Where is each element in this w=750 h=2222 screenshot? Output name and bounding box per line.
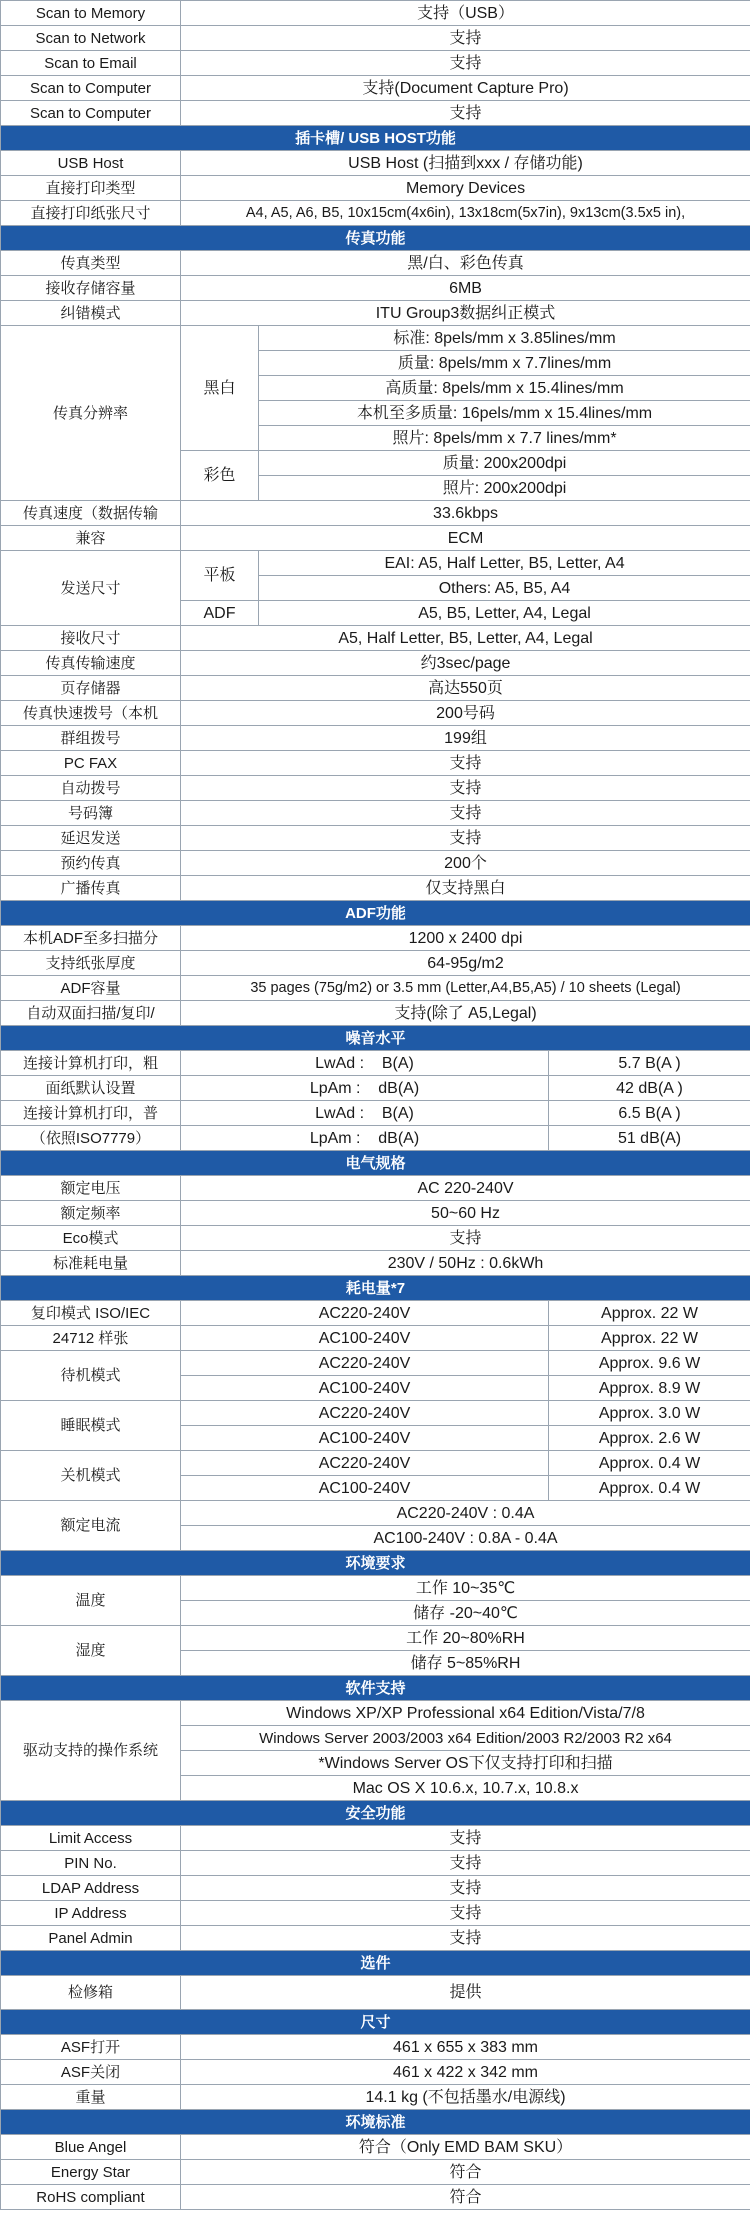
table-row: [1, 1901, 750, 1926]
table-row: [1, 1326, 750, 1351]
power-voltage: AC100-240V: [181, 1476, 549, 1501]
spec-label: 重量: [1, 2085, 181, 2110]
spec-value: 14.1 kg (不包括墨水/电源线): [181, 2085, 750, 2110]
section-header-options: 选件: [1, 1951, 750, 1976]
spec-value: ECM: [181, 526, 750, 551]
noise-group-label: 连接计算机打印，粗: [1, 1051, 181, 1076]
spec-value: 支持: [181, 776, 750, 801]
spec-label: Scan to Email: [1, 51, 181, 76]
table-row: [1, 1226, 750, 1251]
spec-value: EAI: A5, Half Letter, B5, Letter, A4: [259, 551, 750, 576]
section-header-software: 软件支持: [1, 1676, 750, 1701]
section-header-dimensions: 尺寸: [1, 2010, 750, 2035]
spec-value: AC220-240V : 0.4A: [181, 1501, 750, 1526]
fax-flatbed-label: 平板: [181, 551, 259, 601]
software-os-label: 驱动支持的操作系统: [1, 1701, 181, 1801]
spec-label: 额定电压: [1, 1176, 181, 1201]
table-row: [1, 276, 750, 301]
spec-value: 支持: [181, 826, 750, 851]
spec-value: 符合（Only EMD BAM SKU）: [181, 2135, 750, 2160]
table-row: [1, 951, 750, 976]
spec-value: 支持: [181, 1226, 750, 1251]
noise-metric: LpAm : dB(A): [181, 1076, 549, 1101]
env-temp-label: 温度: [1, 1576, 181, 1626]
spec-value: 工作 10~35℃: [181, 1576, 750, 1601]
section-header-adf: ADF功能: [1, 901, 750, 926]
spec-value: 支持: [181, 51, 750, 76]
noise-metric: LpAm : dB(A): [181, 1126, 549, 1151]
spec-value: 支持: [181, 1901, 750, 1926]
table-row: [1, 1001, 750, 1026]
spec-value: *Windows Server OS下仅支持打印和扫描: [181, 1751, 750, 1776]
spec-value: ITU Group3数据纠正模式: [181, 301, 750, 326]
noise-group-label: 面纸默认设置: [1, 1076, 181, 1101]
table-row: [1, 101, 750, 126]
table-row: [1, 1926, 750, 1951]
table-row: [1, 2160, 750, 2185]
table-row: [1, 701, 750, 726]
spec-label: Panel Admin: [1, 1926, 181, 1951]
spec-label: 接收尺寸: [1, 626, 181, 651]
fax-mono-label: 黑白: [181, 326, 259, 451]
spec-label: 检修箱: [1, 1976, 181, 2010]
spec-value: 1200 x 2400 dpi: [181, 926, 750, 951]
spec-label: Eco模式: [1, 1226, 181, 1251]
power-voltage: AC220-240V: [181, 1351, 549, 1376]
spec-label: 直接打印纸张尺寸: [1, 201, 181, 226]
table-row: [1, 1101, 750, 1126]
spec-value: 标准: 8pels/mm x 3.85lines/mm: [259, 326, 750, 351]
spec-label: USB Host: [1, 151, 181, 176]
power-voltage: AC220-240V: [181, 1451, 549, 1476]
spec-value: 提供: [181, 1976, 750, 2010]
spec-value: 支持: [181, 801, 750, 826]
spec-label: Energy Star: [1, 2160, 181, 2185]
noise-value: 5.7 B(A ): [549, 1051, 750, 1076]
power-watts: Approx. 9.6 W: [549, 1351, 750, 1376]
spec-value: 461 x 655 x 383 mm: [181, 2035, 750, 2060]
table-row: [1, 1401, 750, 1426]
spec-value: Windows XP/XP Professional x64 Edition/Vista/7/8: [181, 1701, 750, 1726]
spec-label: 自动双面扫描/复印/: [1, 1001, 181, 1026]
spec-value: 支持: [181, 1851, 750, 1876]
power-voltage: AC100-240V: [181, 1426, 549, 1451]
power-watts: Approx. 3.0 W: [549, 1401, 750, 1426]
spec-value: 黑/白、彩色传真: [181, 251, 750, 276]
table-row: [1, 751, 750, 776]
spec-value: 64-95g/m2: [181, 951, 750, 976]
spec-label: Limit Access: [1, 1826, 181, 1851]
spec-label: RoHS compliant: [1, 2185, 181, 2210]
table-row: [1, 2135, 750, 2160]
fax-color-label: 彩色: [181, 451, 259, 501]
spec-value: 储存 -20~40℃: [181, 1601, 750, 1626]
spec-label: 预约传真: [1, 851, 181, 876]
table-row: [1, 301, 750, 326]
table-row: [1, 801, 750, 826]
power-voltage: AC100-240V: [181, 1376, 549, 1401]
table-row: [1, 326, 750, 351]
spec-label: 兼容: [1, 526, 181, 551]
spec-value: 质量: 200x200dpi: [259, 451, 750, 476]
table-row: [1, 76, 750, 101]
spec-value: 本机至多质量: 16pels/mm x 15.4lines/mm: [259, 401, 750, 426]
noise-metric: LwAd : B(A): [181, 1051, 549, 1076]
spec-value: AC100-240V : 0.8A - 0.4A: [181, 1526, 750, 1551]
spec-label: Blue Angel: [1, 2135, 181, 2160]
table-row: [1, 1976, 750, 2010]
spec-label: 本机ADF至多扫描分: [1, 926, 181, 951]
table-row: [1, 1826, 750, 1851]
table-row: [1, 1501, 750, 1526]
spec-value: 支持(Document Capture Pro): [181, 76, 750, 101]
power-off-label: 关机模式: [1, 1451, 181, 1501]
table-row: [1, 1701, 750, 1726]
table-row: [1, 1626, 750, 1651]
table-row: [1, 776, 750, 801]
table-row: [1, 1201, 750, 1226]
spec-value: 33.6kbps: [181, 501, 750, 526]
table-row: [1, 501, 750, 526]
table-row: [1, 176, 750, 201]
spec-label: 接收存储容量: [1, 276, 181, 301]
power-watts: Approx. 22 W: [549, 1326, 750, 1351]
spec-label: PIN No.: [1, 1851, 181, 1876]
section-header-environment: 环境要求: [1, 1551, 750, 1576]
spec-label: 延迟发送: [1, 826, 181, 851]
power-voltage: AC220-240V: [181, 1401, 549, 1426]
noise-value: 51 dB(A): [549, 1126, 750, 1151]
section-header-eco-standards: 环境标准: [1, 2110, 750, 2135]
noise-group-label: 连接计算机打印，普: [1, 1101, 181, 1126]
table-row: [1, 2185, 750, 2210]
table-row: [1, 651, 750, 676]
spec-label: PC FAX: [1, 751, 181, 776]
spec-label: ASF关闭: [1, 2060, 181, 2085]
section-header-noise: 噪音水平: [1, 1026, 750, 1051]
table-row: [1, 726, 750, 751]
spec-value: 支持: [181, 751, 750, 776]
table-row: [1, 1301, 750, 1326]
section-header-security: 安全功能: [1, 1801, 750, 1826]
spec-value: 6MB: [181, 276, 750, 301]
power-watts: Approx. 22 W: [549, 1301, 750, 1326]
spec-value: Others: A5, B5, A4: [259, 576, 750, 601]
spec-label: 纠错模式: [1, 301, 181, 326]
spec-value: Memory Devices: [181, 176, 750, 201]
table-row: [1, 851, 750, 876]
spec-value: Windows Server 2003/2003 x64 Edition/2003 R2/2003 R2 x64: [181, 1726, 750, 1751]
noise-value: 42 dB(A ): [549, 1076, 750, 1101]
table-row: [1, 826, 750, 851]
spec-label: IP Address: [1, 1901, 181, 1926]
spec-value: 符合: [181, 2185, 750, 2210]
power-current-label: 额定电流: [1, 1501, 181, 1551]
spec-value: 储存 5~85%RH: [181, 1651, 750, 1676]
table-row: [1, 2060, 750, 2085]
table-row: [1, 1051, 750, 1076]
spec-value: 支持: [181, 1826, 750, 1851]
spec-value: 200个: [181, 851, 750, 876]
spec-value: 质量: 8pels/mm x 7.7lines/mm: [259, 351, 750, 376]
power-voltage: AC100-240V: [181, 1326, 549, 1351]
table-row: [1, 1451, 750, 1476]
spec-value: 照片: 8pels/mm x 7.7 lines/mm*: [259, 426, 750, 451]
power-copy-label: 24712 样张: [1, 1326, 181, 1351]
spec-value: USB Host (扫描到xxx / 存储功能): [181, 151, 750, 176]
noise-group-label: （依照ISO7779）: [1, 1126, 181, 1151]
spec-label: Scan to Computer: [1, 76, 181, 101]
section-header-fax: 传真功能: [1, 226, 750, 251]
spec-value: 支持: [181, 1876, 750, 1901]
spec-label: ASF打开: [1, 2035, 181, 2060]
spec-value: 35 pages (75g/m2) or 3.5 mm (Letter,A4,B5,A5) / 10 sheets (Legal): [181, 976, 750, 1001]
table-row: [1, 676, 750, 701]
table-row: [1, 1876, 750, 1901]
power-watts: Approx. 0.4 W: [549, 1451, 750, 1476]
spec-label: 页存储器: [1, 676, 181, 701]
spec-value: 199组: [181, 726, 750, 751]
table-row: [1, 201, 750, 226]
spec-value: 支持: [181, 26, 750, 51]
power-copy-label: 复印模式 ISO/IEC: [1, 1301, 181, 1326]
table-row: [1, 1851, 750, 1876]
table-row: [1, 926, 750, 951]
power-watts: Approx. 2.6 W: [549, 1426, 750, 1451]
spec-label: LDAP Address: [1, 1876, 181, 1901]
table-row: [1, 1176, 750, 1201]
spec-value: Mac OS X 10.6.x, 10.7.x, 10.8.x: [181, 1776, 750, 1801]
spec-label: 号码簿: [1, 801, 181, 826]
section-header-power: 耗电量*7: [1, 1276, 750, 1301]
spec-label: ADF容量: [1, 976, 181, 1001]
table-row: [1, 1126, 750, 1151]
spec-value: 工作 20~80%RH: [181, 1626, 750, 1651]
section-header-card-slot: 插卡槽/ USB HOST功能: [1, 126, 750, 151]
spec-value: 支持: [181, 101, 750, 126]
power-voltage: AC220-240V: [181, 1301, 549, 1326]
spec-value: 约3sec/page: [181, 651, 750, 676]
table-row: [1, 876, 750, 901]
spec-label: 传真传输速度: [1, 651, 181, 676]
spec-value: 461 x 422 x 342 mm: [181, 2060, 750, 2085]
spec-value: 高达550页: [181, 676, 750, 701]
spec-value: A4, A5, A6, B5, 10x15cm(4x6in), 13x18cm(5x7in), 9x13cm(3.5x5 in),: [181, 201, 750, 226]
spec-value: 符合: [181, 2160, 750, 2185]
noise-metric: LwAd : B(A): [181, 1101, 549, 1126]
table-row: [1, 1, 750, 26]
table-row: [1, 251, 750, 276]
spec-value: 50~60 Hz: [181, 1201, 750, 1226]
spec-label: Scan to Computer: [1, 101, 181, 126]
spec-value: 支持（USB）: [181, 1, 750, 26]
spec-label: 额定频率: [1, 1201, 181, 1226]
table-row: [1, 551, 750, 576]
table-row: [1, 1251, 750, 1276]
power-watts: Approx. 0.4 W: [549, 1476, 750, 1501]
spec-label: 群组拨号: [1, 726, 181, 751]
spec-label: Scan to Memory: [1, 1, 181, 26]
fax-adf-label: ADF: [181, 601, 259, 626]
spec-label: 广播传真: [1, 876, 181, 901]
spec-label: 支持纸张厚度: [1, 951, 181, 976]
spec-value: 支持(除了 A5,Legal): [181, 1001, 750, 1026]
power-sleep-label: 睡眠模式: [1, 1401, 181, 1451]
spec-value: 230V / 50Hz : 0.6kWh: [181, 1251, 750, 1276]
fax-resolution-label: 传真分辨率: [1, 326, 181, 501]
spec-value: 支持: [181, 1926, 750, 1951]
table-row: [1, 2035, 750, 2060]
table-row: [1, 151, 750, 176]
table-row: [1, 526, 750, 551]
spec-value: A5, Half Letter, B5, Letter, A4, Legal: [181, 626, 750, 651]
fax-send-size-label: 发送尺寸: [1, 551, 181, 626]
table-row: [1, 2085, 750, 2110]
table-row: [1, 1351, 750, 1376]
spec-value: A5, B5, Letter, A4, Legal: [259, 601, 750, 626]
power-watts: Approx. 8.9 W: [549, 1376, 750, 1401]
table-row: [1, 51, 750, 76]
table-row: [1, 26, 750, 51]
table-row: [1, 976, 750, 1001]
spec-value: 照片: 200x200dpi: [259, 476, 750, 501]
table-row: [1, 1076, 750, 1101]
spec-value: AC 220-240V: [181, 1176, 750, 1201]
spec-value: 高质量: 8pels/mm x 15.4lines/mm: [259, 376, 750, 401]
spec-label: 传真快速拨号（本机: [1, 701, 181, 726]
spec-label: 传真类型: [1, 251, 181, 276]
spec-value: 仅支持黑白: [181, 876, 750, 901]
spec-label: 标准耗电量: [1, 1251, 181, 1276]
section-header-electric: 电气规格: [1, 1151, 750, 1176]
spec-label: Scan to Network: [1, 26, 181, 51]
table-row: [1, 626, 750, 651]
table-row: [1, 1576, 750, 1601]
power-standby-label: 待机模式: [1, 1351, 181, 1401]
spec-label: 直接打印类型: [1, 176, 181, 201]
spec-label: 传真速度（数据传输: [1, 501, 181, 526]
spec-value: 200号码: [181, 701, 750, 726]
noise-value: 6.5 B(A ): [549, 1101, 750, 1126]
env-humidity-label: 湿度: [1, 1626, 181, 1676]
spec-label: 自动拨号: [1, 776, 181, 801]
